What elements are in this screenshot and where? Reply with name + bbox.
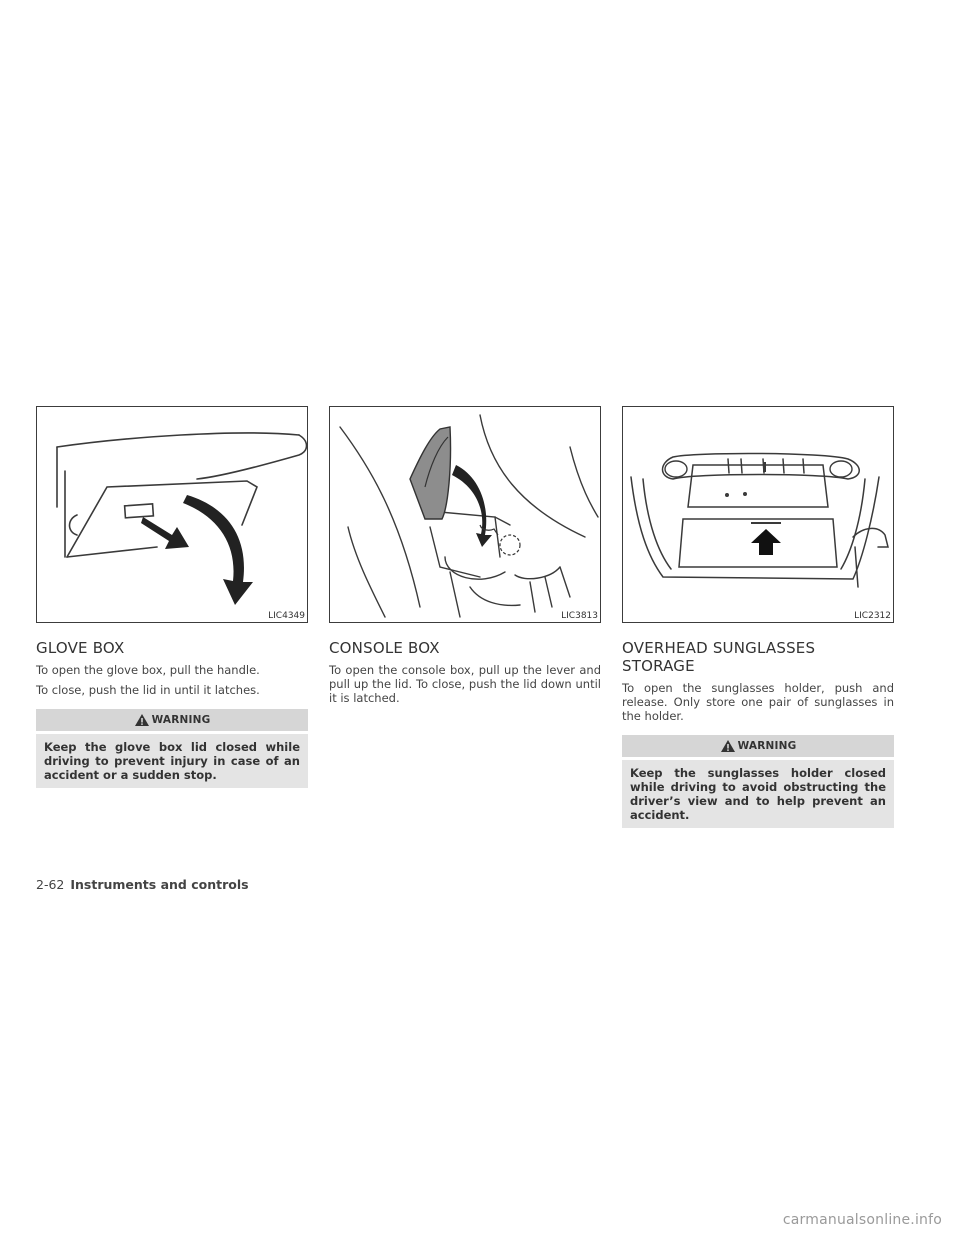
console-box-illustration — [330, 407, 600, 622]
figure-code: LIC4349 — [268, 611, 305, 621]
sunglasses-figure — [622, 406, 894, 623]
watermark-link[interactable]: carmanualsonline.info — [782, 1212, 942, 1228]
glove-box-warning — [36, 709, 308, 788]
sunglasses-heading-line1: OVERHEAD SUNGLASSES — [622, 639, 816, 657]
sunglasses-warning — [622, 735, 894, 828]
console-box-text: To open the console box, pull up the lever and pull up the lid. To close, push the lid down until it is latched. — [329, 663, 601, 705]
warning-triangle-icon — [720, 739, 736, 753]
glove-box-illustration — [37, 407, 307, 622]
sunglasses-text: To open the sunglasses holder, push and release. Only store one pair of sunglasses in the holder. — [622, 681, 894, 723]
glove-box-heading: GLOVE BOX — [36, 639, 125, 657]
glove-box-open-text: To open the glove box, pull the handle. — [36, 663, 260, 677]
glove-box-close-text: To close, push the lid in until it latches. — [36, 683, 260, 697]
warning-text: Keep the sunglasses holder closed while driving to avoid obstructing the driver’s view and to help prevent an accident. — [622, 760, 894, 828]
warning-header — [622, 735, 894, 757]
page-number: 2-62 — [36, 877, 65, 892]
sunglasses-column — [622, 406, 894, 828]
sunglasses-illustration — [623, 407, 893, 622]
figure-code: LIC2312 — [854, 611, 891, 621]
sunglasses-heading-line2: STORAGE — [622, 657, 695, 675]
console-box-column — [329, 406, 601, 711]
glove-box-figure — [36, 406, 308, 623]
sunglasses-heading — [622, 639, 894, 675]
warning-header — [36, 709, 308, 731]
page-footer — [36, 877, 249, 892]
warning-text: Keep the glove box lid closed while driving to prevent injury in case of an accident or a sudden stop. — [36, 734, 308, 788]
section-title: Instruments and controls — [70, 877, 249, 892]
figure-code: LIC3813 — [561, 611, 598, 621]
console-box-figure — [329, 406, 601, 623]
console-box-heading: CONSOLE BOX — [329, 639, 440, 657]
warning-triangle-icon — [134, 713, 150, 727]
warning-label: WARNING — [151, 714, 211, 726]
glove-box-column — [36, 406, 308, 788]
warning-label: WARNING — [737, 740, 797, 752]
